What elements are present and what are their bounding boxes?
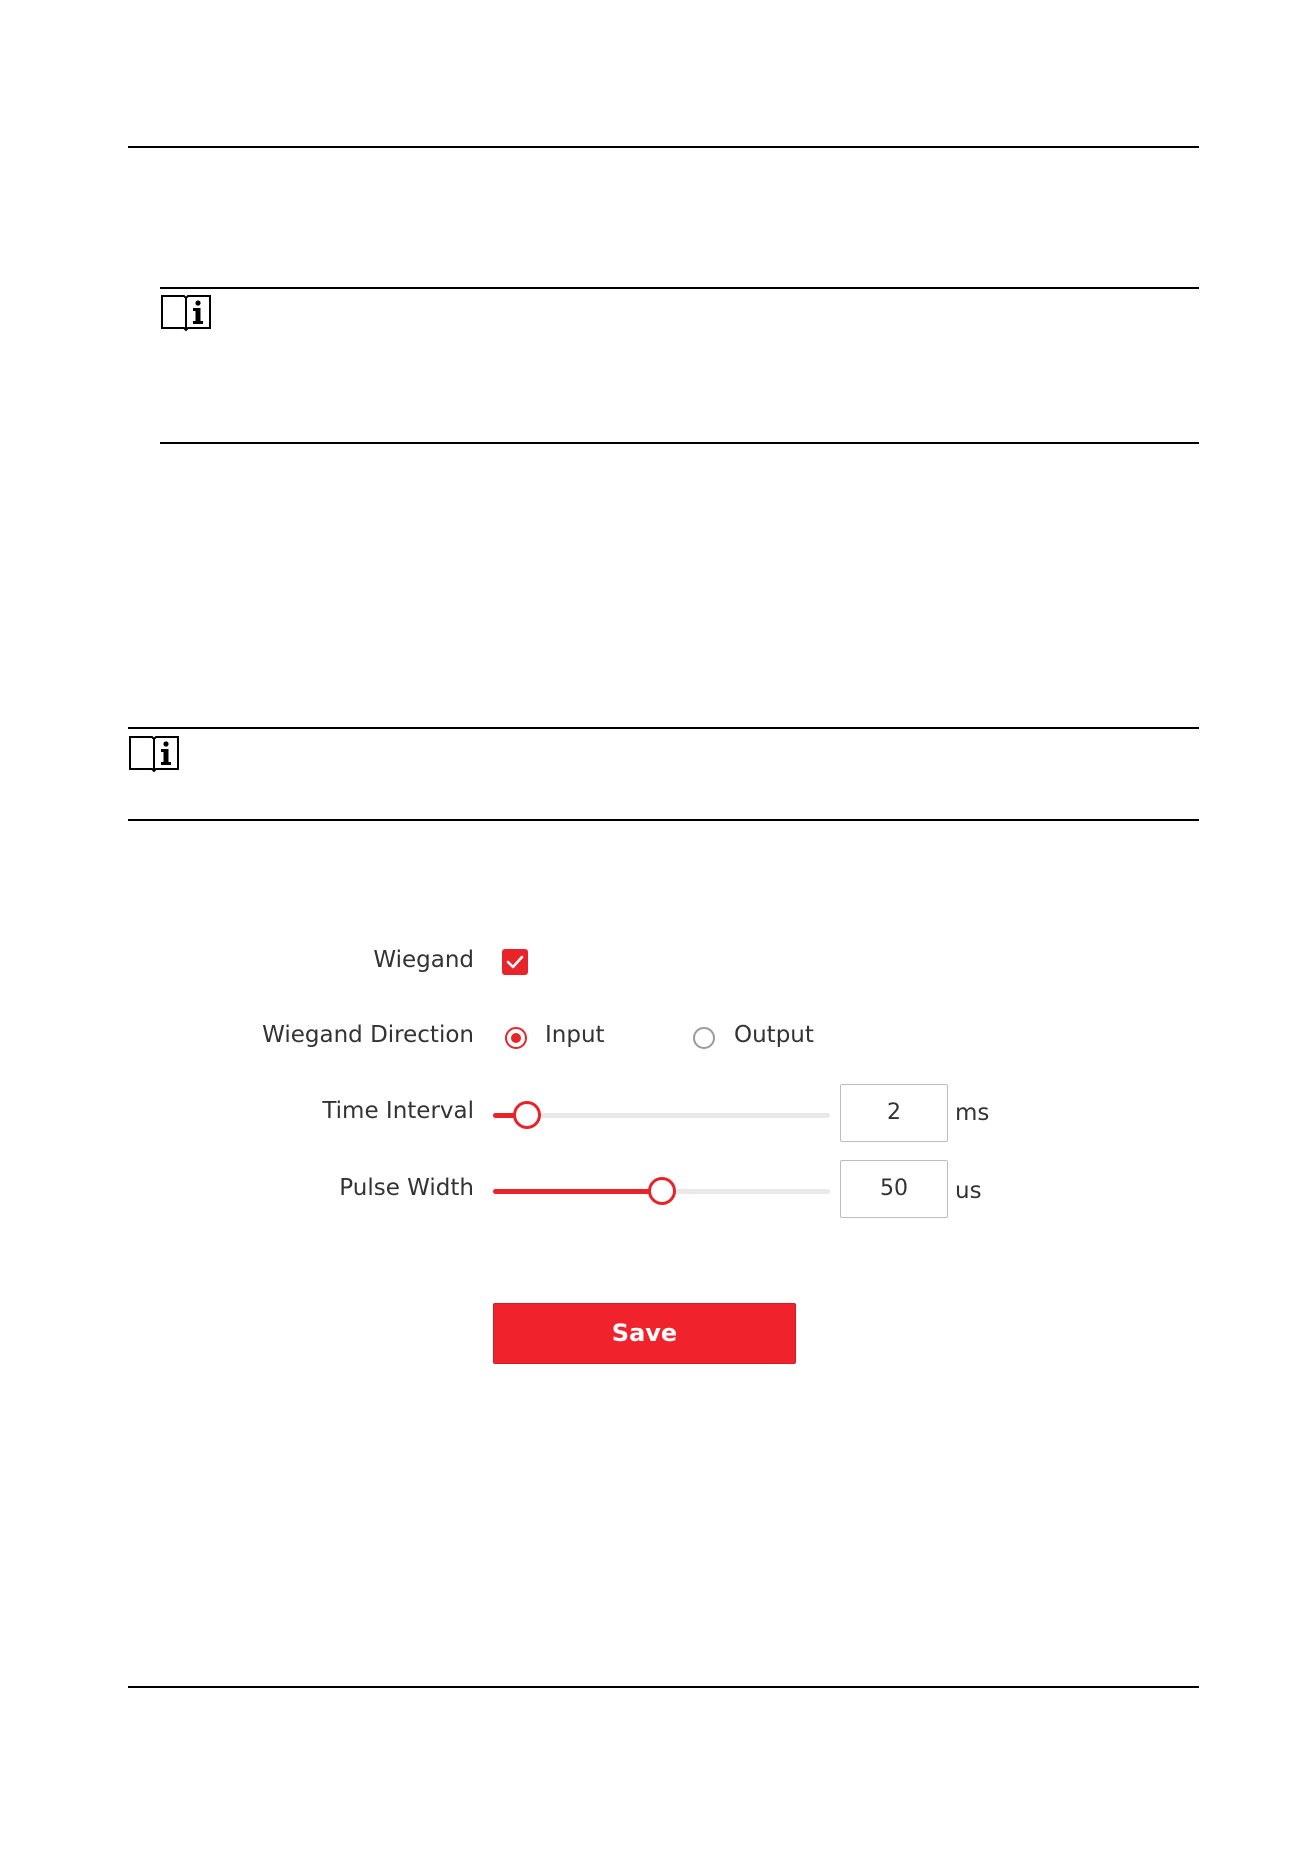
direction-input-label[interactable]: Input	[545, 1022, 605, 1048]
save-button[interactable]: Save	[493, 1303, 796, 1364]
note-info-book-icon	[160, 292, 212, 332]
checkmark-icon	[502, 949, 528, 975]
wiegand-direction-label: Wiegand Direction	[262, 1022, 474, 1048]
time-interval-slider[interactable]	[493, 1100, 830, 1130]
slider-fill	[493, 1189, 662, 1194]
time-interval-input[interactable]: 2	[840, 1084, 948, 1142]
time-interval-unit: ms	[955, 1100, 990, 1126]
slider-track	[493, 1113, 830, 1118]
note-top-rule	[160, 287, 1199, 289]
direction-input-radio[interactable]	[505, 1027, 527, 1049]
note2-info-book-icon	[128, 733, 180, 773]
note2-bottom-rule	[128, 819, 1199, 821]
wiegand-checkbox[interactable]	[502, 949, 528, 975]
time-interval-label: Time Interval	[322, 1098, 474, 1124]
note-bottom-rule	[160, 442, 1199, 444]
direction-output-radio[interactable]	[693, 1027, 715, 1049]
pulse-width-slider[interactable]	[493, 1176, 830, 1206]
slider-thumb[interactable]	[513, 1101, 541, 1129]
slider-thumb[interactable]	[648, 1177, 676, 1205]
wiegand-label: Wiegand	[373, 947, 474, 973]
header-rule	[128, 146, 1199, 148]
pulse-width-input[interactable]: 50	[840, 1160, 948, 1218]
note2-top-rule	[128, 727, 1199, 729]
pulse-width-label: Pulse Width	[339, 1175, 474, 1201]
footer-rule	[128, 1686, 1199, 1688]
pulse-width-unit: us	[955, 1178, 982, 1204]
direction-output-label[interactable]: Output	[734, 1022, 814, 1048]
